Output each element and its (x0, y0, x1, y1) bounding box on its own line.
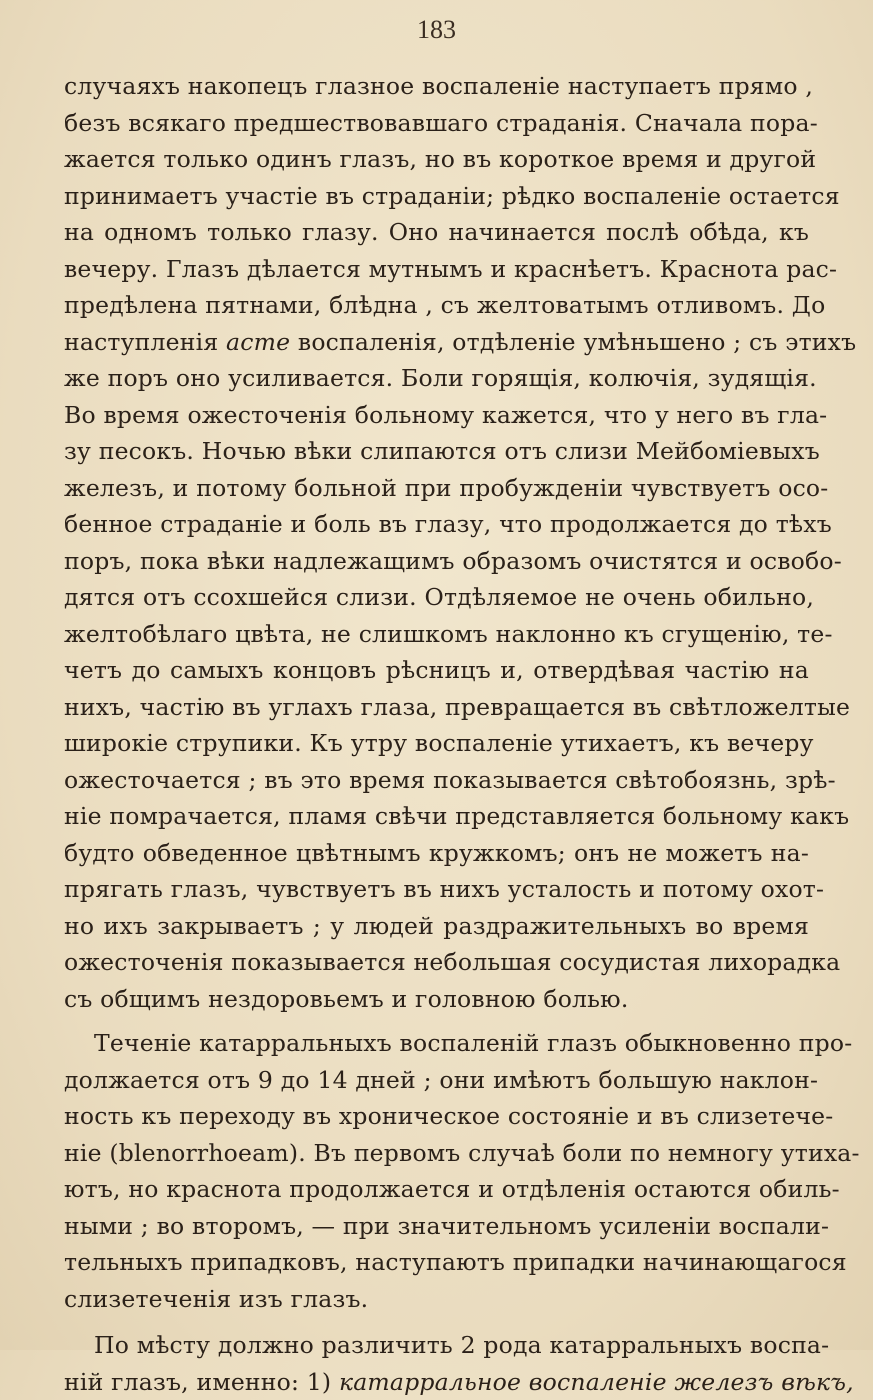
text-line: жается только одинъ глазъ, но въ короткое время и другой (64, 141, 809, 178)
text-line: на одномъ только глазу. Оно начинается послѣ обѣда, къ (64, 214, 809, 251)
text-line: Во время ожесточенія больному кажется, что у него въ гла- (64, 397, 809, 434)
text-line: тельныхъ припадковъ, наступаютъ припадки начинающагося (64, 1244, 809, 1281)
text-line: случаяхъ накопецъ глазное воспаленіе наступаетъ прямо , (64, 68, 809, 105)
text-line-mixed (64, 324, 809, 361)
text-line: широкіе струпики. Къ утру воспаленіе утихаетъ, къ вечеру (64, 725, 809, 762)
text-line: прягать глазъ, чувствуетъ въ нихъ усталость и потому охот- (64, 871, 809, 908)
text-line-mixed (64, 1364, 809, 1400)
text-line: По мѣсту должно различить 2 рода катарральныхъ воспа- (64, 1327, 809, 1364)
text-line: же поръ оно усиливается. Боли горящія, колючія, зудящія. (64, 360, 809, 397)
text-line: дятся отъ ссохшейся слизи. Отдѣляемое не очень обильно, (64, 579, 809, 616)
text-segment: наступленія (64, 328, 218, 356)
text-line: ожесточается ; въ это время показывается свѣтобоязнь, зрѣ- (64, 762, 809, 799)
text-line: зу песокъ. Ночью вѣки слипаются отъ слизи Мейбоміевыхъ (64, 433, 809, 470)
text-line: ными ; во второмъ, — при значительномъ усиленіи воспали- (64, 1208, 809, 1245)
text-line: будто обведенное цвѣтнымъ кружкомъ; онъ не можетъ на- (64, 835, 809, 872)
text-line: принимаетъ участіе въ страданіи; рѣдко воспаленіе остается (64, 178, 809, 215)
text-segment: ній глазъ, именно: 1) (64, 1368, 331, 1396)
text-line: должается отъ 9 до 14 дней ; они имѣютъ большую наклон- (64, 1062, 809, 1099)
text-line: но ихъ закрываетъ ; у людей раздражительныхъ во время (64, 908, 809, 945)
page-number: 183 (0, 14, 873, 46)
italic-term: acme (226, 328, 290, 356)
text-segment: воспаленія, отдѣленіе умѣньшено ; съ этихъ (298, 328, 856, 356)
italic-term: катарральное воспаленіе железъ вѣкъ, (339, 1368, 854, 1396)
text-line: ютъ, но краснота продолжается и отдѣленія остаются обиль- (64, 1171, 809, 1208)
text-line: слизетеченія изъ глазъ. (64, 1281, 809, 1318)
text-line: нихъ, частію въ углахъ глаза, превращается въ свѣтложелтые (64, 689, 809, 726)
text-line: Теченіе катарральныхъ воспаленій глазъ обыкновенно про- (64, 1025, 809, 1062)
text-line: ніе (blenorrhoeam). Въ первомъ случаѣ боли по немногу утиха- (64, 1135, 809, 1172)
text-line: бенное страданіе и боль въ глазу, что продолжается до тѣхъ (64, 506, 809, 543)
text-line: ожесточенія показывается небольшая сосудистая лихорадка (64, 944, 809, 981)
paragraph-1 (64, 68, 809, 1017)
text-line: съ общимъ нездоровьемъ и головною болью. (64, 981, 809, 1018)
text-line: ніе помрачается, пламя свѣчи представляется больному какъ (64, 798, 809, 835)
text-line: желтобѣлаго цвѣта, не слишкомъ наклонно къ сгущенію, те- (64, 616, 809, 653)
paragraph-2 (64, 1025, 809, 1317)
text-line: четъ до самыхъ концовъ рѣсницъ и, отвердѣвая частію на (64, 652, 809, 689)
text-line: ность къ переходу въ хроническое состояніе и въ слизетече- (64, 1098, 809, 1135)
text-line: железъ, и потому больной при пробужденіи чувствуетъ осо- (64, 470, 809, 507)
paragraph-3 (64, 1327, 809, 1400)
text-line: вечеру. Глазъ дѣлается мутнымъ и краснѣетъ. Краснота рас- (64, 251, 809, 288)
text-line: безъ всякаго предшествовавшаго страданія. Сначала пора- (64, 105, 809, 142)
text-line: поръ, пока вѣки надлежащимъ образомъ очистятся и освобо- (64, 543, 809, 580)
text-line: предѣлена пятнами, блѣдна , съ желтоватымъ отливомъ. До (64, 287, 809, 324)
text-body (64, 68, 809, 1400)
